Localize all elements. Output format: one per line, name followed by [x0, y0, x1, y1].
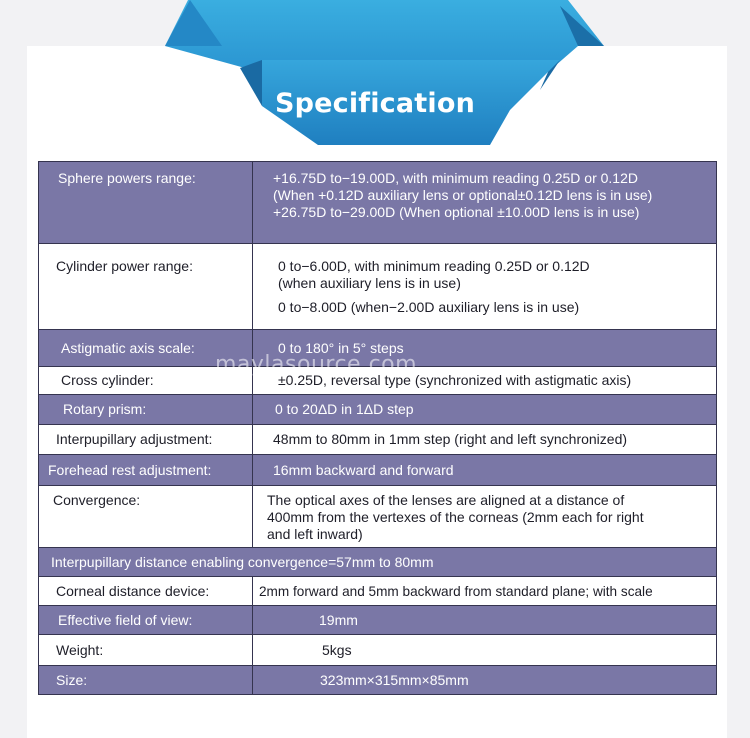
spec-row-ipd — [39, 425, 717, 455]
spec-value-line: 0 to−6.00D, with minimum reading 0.25D or 0.12D — [278, 258, 590, 274]
page-title: Specification — [274, 88, 476, 119]
spec-value: 16mm backward and forward — [253, 455, 717, 486]
spec-label: Effective field of view: — [39, 606, 253, 635]
spec-row-ipd-convergence — [39, 548, 717, 577]
spec-value — [253, 486, 717, 548]
spec-full-text: Interpupillary distance enabling convergence=57mm to 80mm — [39, 548, 717, 577]
spec-label: Corneal distance device: — [39, 577, 253, 606]
ribbon-banner — [0, 0, 750, 160]
spec-value-line: (when auxiliary lens is in use) — [278, 275, 461, 291]
spec-table — [38, 161, 717, 695]
spec-value-line: and left inward) — [267, 526, 363, 542]
spec-value-line: 0 to−8.00D (when−2.00D auxiliary lens is in use) — [278, 299, 580, 315]
spec-label: Astigmatic axis scale: — [39, 330, 253, 367]
spec-value-line: +16.75D to−19.00D, with minimum reading 0.25D or 0.12D — [273, 170, 638, 186]
spec-row-sphere — [39, 162, 717, 244]
spec-label: Rotary prism: — [39, 395, 253, 425]
spec-row-weight — [39, 635, 717, 666]
spec-value — [253, 244, 717, 330]
spec-row-fov — [39, 606, 717, 635]
spec-value: 2mm forward and 5mm backward from standard plane; with scale — [253, 577, 717, 606]
spec-row-axis — [39, 330, 717, 367]
spec-row-corneal — [39, 577, 717, 606]
spec-value: 19mm — [253, 606, 717, 635]
spec-row-cross — [39, 367, 717, 395]
spec-value-line: The optical axes of the lenses are aligned at a distance of — [267, 492, 625, 508]
spec-value: 0 to 20ΔD in 1ΔD step — [253, 395, 717, 425]
spec-label: Forehead rest adjustment: — [39, 455, 253, 486]
spec-label: Sphere powers range: — [39, 162, 253, 244]
spec-value: 323mm×315mm×85mm — [253, 666, 717, 695]
spec-row-size — [39, 666, 717, 695]
spec-label: Weight: — [39, 635, 253, 666]
spec-label: Interpupillary adjustment: — [39, 425, 253, 455]
spec-value: ±0.25D, reversal type (synchronized with astigmatic axis) — [253, 367, 717, 395]
watermark: maylasource.com — [215, 352, 418, 377]
spec-label: Cross cylinder: — [39, 367, 253, 395]
spec-value-line: +26.75D to−29.00D (When optional ±10.00D lens is in use) — [273, 204, 640, 220]
spec-value: 0 to 180° in 5° steps — [253, 330, 717, 367]
spec-row-cylinder — [39, 244, 717, 330]
spec-row-convergence — [39, 486, 717, 548]
spec-row-forehead — [39, 455, 717, 486]
spec-value: 48mm to 80mm in 1mm step (right and left synchronized) — [253, 425, 717, 455]
spec-row-prism — [39, 395, 717, 425]
spec-value: 5kgs — [253, 635, 717, 666]
spec-label: Convergence: — [39, 486, 253, 548]
spec-label: Cylinder power range: — [39, 244, 253, 330]
spec-value — [253, 162, 717, 244]
spec-value-line: 400mm from the vertexes of the corneas (2mm each for right — [267, 509, 644, 525]
spec-value-line: (When +0.12D auxiliary lens or optional±0.12D lens is in use) — [273, 187, 653, 203]
spec-label: Size: — [39, 666, 253, 695]
